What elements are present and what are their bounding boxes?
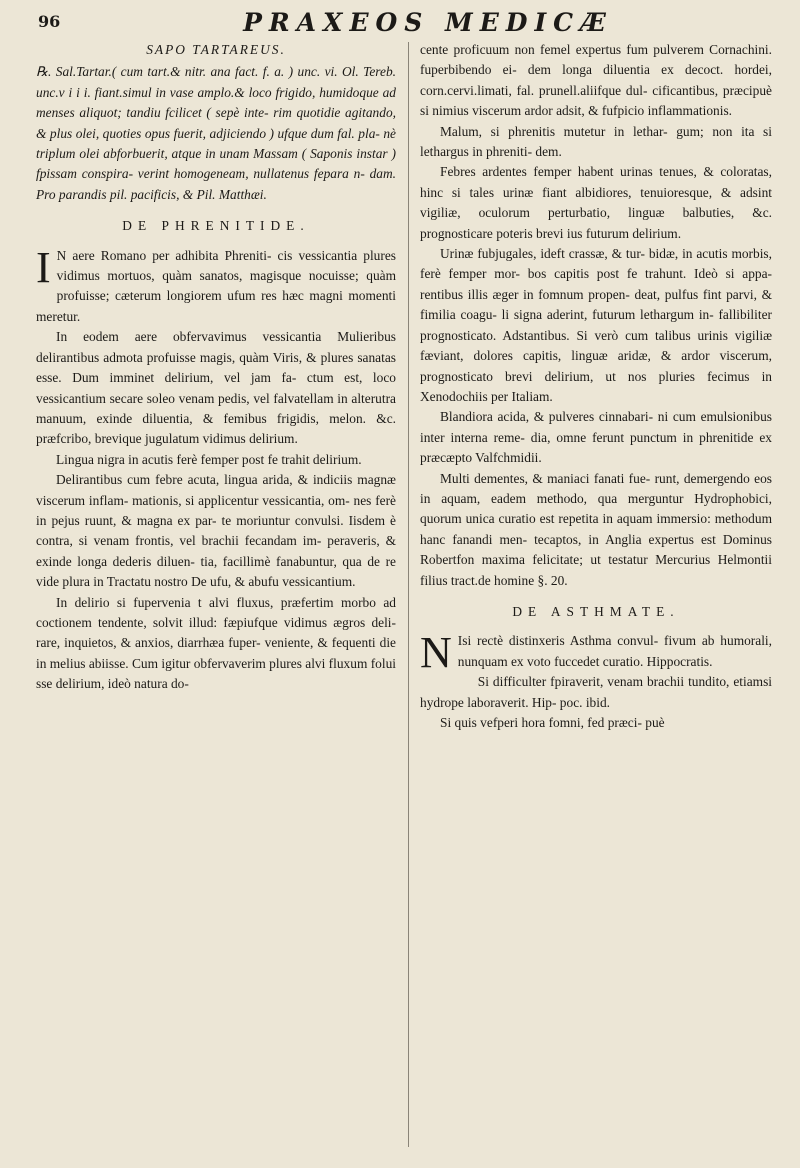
paragraph-dementes: Multi dementes, & maniaci fanati fue- runt, demergendo eos in aquam, eadem methodo, qua merguntur Hydrophobici, quorum unica curatio est repetita in aquam immersio: methodum hanc fanandi men- tecaptos, in Anglia expertus est Dominus Robertfon maxima felicitate; ut testatur Mercurius Helmontii filius tract.de homine §. 20.	[420, 470, 772, 588]
paragraph-continuation: cente proficuum non femel expertus fum pulverem Cornachini. fuperbibendo ei- dem longa diluentia ex decoct. hordei, corn.cervi.limati, fal. prunell.aliifque dul- cificantibus, præcipuè si nimius viscerum ardor adsit, & fufpicio inflammationis.	[420, 42, 772, 119]
column-divider	[408, 42, 409, 1147]
paragraph-asthma	[420, 628, 772, 678]
recipe-text: ℞. Sal.Tartar.( cum tart.& nitr. ana fact. f. a. ) unc. vi. Ol. Tereb. unc.v i i i. fiant.simul in vase amplo.& loco frigido, humidoque ad menses aliquot; tandiu fcilicet ( sepè inte- rim quotidie agitando, & plus olei, quoties opus fuerit, adjiciendo ) ufque dum fal. pla- nè triplum olei abforbuerit, atque in unam Massam ( Saponis instar ) fpissam conspira- verint homogeneam, nullatenus fepara n- dam. Pro parandis pil. pacificis, & Pil. Matthæi.	[36, 64, 396, 202]
paragraph-alvi-fluxus: In delirio si fupervenia t alvi fluxus, præfertim morbo ad coctionem tendente, solvit illud: fæpiufque vidimus ægros deli- rare, inquietos, & anxios, diarrhæa fuper- veniente, & fequenti die in melius abiisse. Cum igitur obfervaverim plures alvi fluxum folui sse delirium, ideò natura do-	[36, 594, 396, 692]
recipe-title: SAPO TARTAREUS.	[146, 42, 286, 57]
drop-cap: I	[36, 242, 51, 292]
paragraph-blandiora: Blandiora acida, & pulveres cinnabari- ni cum emulsionibus inter interna reme- dia, omne ferunt punctum in phrenitide ex præcæpto Valfchmidii.	[420, 409, 772, 466]
running-title: PRAXEOS MEDICÆ	[243, 8, 613, 37]
paragraph-text: N aere Romano per adhibita Phreniti- cis vessicantia plures vidimus mortuos, quàm sanatos, magisque nocuisse; quàm profuisse; cæterum longiorem ufum res hæc magni momenti meretur.	[36, 247, 396, 324]
page-number: 96	[38, 12, 61, 31]
paragraph-women: In eodem aere obfervavimus vessicantia Mulieribus delirantibus admota profuisse magis, quàm Viris, & plures sanatas esse. Dum imminet delirium, vel jam fa- ctum est, loco vessicantium secare soleo venam pedis, vel falvatellam in alterutra manuum, exinde diluentia, & femibus frigidis, melon. &c. præfcribo, brevique jugulatum vidimus delirium.	[36, 329, 396, 447]
paragraph-text: Isi rectè distinxeris Asthma convul- fivum ab humorali, nunquam ex voto fuccedet curatio. Hippocratis.	[457, 633, 772, 669]
paragraph-vesperi: Si quis vefperi hora fomni, fed præci- puè	[440, 715, 665, 730]
page-header	[38, 8, 768, 38]
right-column	[420, 40, 772, 733]
left-column	[36, 40, 396, 695]
paragraph-difficulter: Si difficulter fpiraverit, venam brachii tundito, etiamsi hydrope laboraverit. Hip- poc. ibid.	[420, 674, 772, 710]
paragraph-urinae: Urinæ fubjugales, ideft crassæ, & tur- bidæ, in acutis morbis, ferè femper mor- bos capitis post fe trahunt. Ideò si appa- rentibus illis æger in fomnum propen- deat, pulfus fint parvi, & fimilia coagu- li signa aderint, futurum lethargum in- fallibiliter prognosticato. Adstantibus. Si verò cum talibus urinis vigiliæ fæviant, dolores capitis, linguæ aridæ, & ardor viscerum, prognosticato brevi delirium, ut nos pluries fecimus in Xenodochiis per Italiam.	[420, 246, 772, 404]
section-title-asthma: DE ASTHMATE.	[512, 603, 680, 619]
drop-cap: N	[420, 628, 452, 678]
paragraph-delirantibus: Delirantibus cum febre acuta, lingua arida, & indiciis magnæ viscerum inflam- mationis, si applicentur vessicantia, om- nes ferè in pejus ruunt, & magna ex par- te moriuntur convulsi. Iisdem è contra, si venam frontis, vel brachii fecandam im- peraveris, & exinde longa dederis diluen- tia, facillimè fanabuntur, qua de re vide plura in Tractatu nostro De ufu, & abufu vessicantium.	[36, 472, 396, 590]
section-title-phrenitis: DE PHRENITIDE.	[122, 218, 310, 234]
paragraph-vesicants	[36, 242, 396, 328]
paragraph-febres: Febres ardentes femper habent urinas tenues, & coloratas, hinc si tales urinæ fiant albidiores, tenuioresque, & adsint vigiliæ, oculorum perturbatio, linguæ balbuties, &c. prognosticare poteris brevi ius futurum delirium.	[420, 164, 772, 241]
paragraph-lingua-nigra: Lingua nigra in acutis ferè femper post fe trahit delirium.	[56, 451, 362, 467]
paragraph-malum: Malum, si phrenitis mutetur in lethar- gum; non ita si lethargus in phreniti- dem.	[420, 123, 772, 160]
